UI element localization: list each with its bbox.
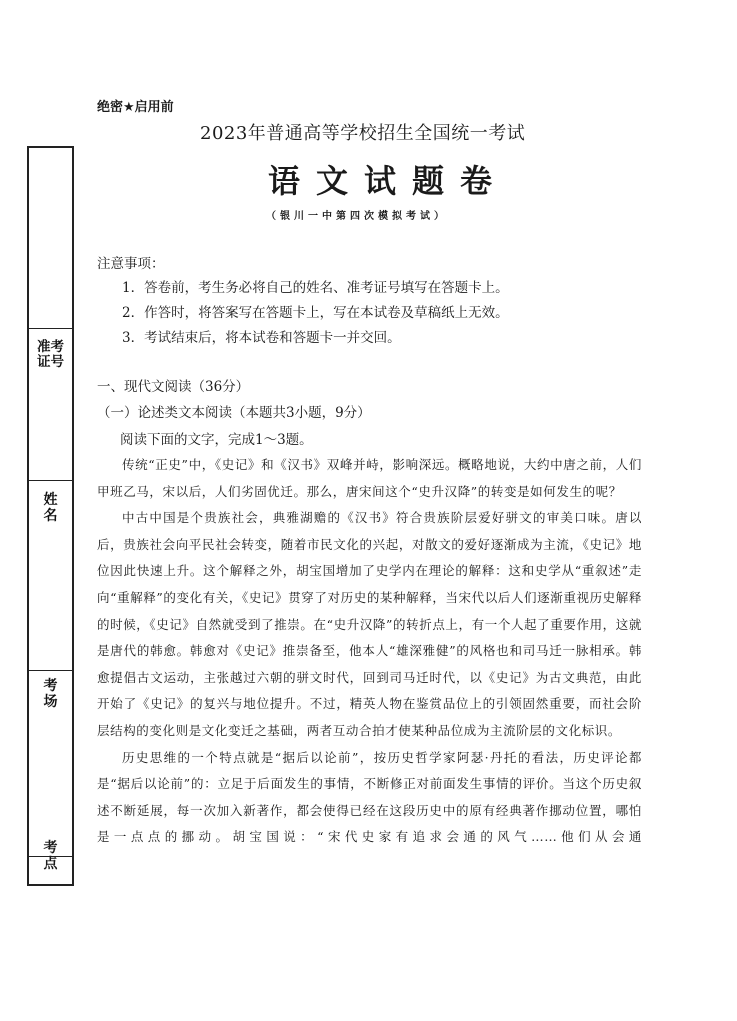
exam-title: 2023年普通高等学校招生全国统一考试 — [200, 123, 526, 144]
side-label-center-wrap — [27, 840, 74, 872]
exam-number-label: 准考证号 — [37, 339, 64, 370]
reading-instruction: 阅读下面的文字，完成1～3题。 — [120, 432, 313, 448]
reading-passage — [97, 452, 642, 851]
passage-paragraph-2: 中古中国是个贵族社会，典雅湖赡的《汉书》符合贵族阶层爱好骈文的审美口味。唐以后，贵族社会向平民社会转变，随着市民文化的兴起，对散文的爱好逐渐成为主流，《史记》地位因此快速上升。这个解释之外，胡宝国增加了史学内在理论的解释：这和史学从“重叙述”走向“重解释”的变化有关，《史记》贯穿了对历史的某种解释，当宋代以后人们逐渐重视历史解释的时候，《史记》自然就受到了推崇。在“史升汉降”的转折点上，有一个人起了重要作用，这就是唐代的韩愈。韩愈对《史记》推崇备至，他本人“雄深雅健”的风格也和司马迁一脉相承。韩愈提倡古文运动，主张越过六朝的骈文时代，回到司马迁时代，以《史记》为古文典范，由此开始了《史记》的复兴与地位提升。不过，精英人物在鉴赏品位上的引领固然重要，而社会阶层结构的变化则是文化变迁之基础，两者互动合拍才使某种品位成为主流阶层的文化标识。 — [97, 510, 642, 738]
notice-item-3: 3．考试结束后，将本试卷和答题卡一并交回。 — [122, 330, 401, 346]
side-cell-room — [29, 670, 72, 857]
passage-paragraph-1: 传统“正史”中，《史记》和《汉书》双峰并峙，影响深远。概略地说，大约中唐之前，人们甲班乙马，宋以后，人们劣固优迁。那么，唐宋间这个“史升汉降”的转变是如何发生的呢？ — [97, 457, 642, 499]
side-label-room — [29, 678, 72, 718]
paper-subtitle: （银川一中第四次模拟考试） — [266, 211, 448, 222]
passage-paragraph-3: 历史思维的一个特点就是“据后以论前”，按历史哲学家阿瑟·丹托的看法，历史评论都是“据后以论前”的：立足于后面发生的事情，不断修正对前面发生事情的评价。当这个历史叙述不断延展，每一次加入新著作，都会使得已经在这段历史中的原有经典著作挪动位置，哪怕是一点点的挪动。胡宝国说：“宋代史家有追求会通的风气……他们从会通 — [97, 749, 642, 845]
center-label: 考点 — [43, 840, 58, 872]
paper-title: 语文试题卷 — [268, 162, 509, 200]
section-heading: 一、现代文阅读（36分） — [97, 379, 250, 395]
candidate-info-box — [27, 146, 74, 886]
notice-item-2: 2．作答时，将答案写在答题卡上，写在本试卷及草稿纸上无效。 — [122, 305, 509, 321]
side-label-name — [29, 492, 72, 532]
side-cell-exam-number — [29, 328, 72, 481]
notice-item-1: 1．答卷前，考生务必将自己的姓名、准考证号填写在答题卡上。 — [122, 280, 509, 296]
notice-heading: 注意事项： — [97, 256, 165, 272]
subsection-heading: （一）论述类文本阅读（本题共3小题，9分） — [97, 405, 371, 421]
side-label-exam-number — [29, 340, 72, 470]
side-cell-name — [29, 480, 72, 671]
room-label: 考场 — [43, 678, 58, 710]
name-label: 姓名 — [43, 492, 58, 524]
side-cell-blank — [29, 148, 72, 329]
confidential-label: 绝密★启用前 — [97, 100, 174, 115]
